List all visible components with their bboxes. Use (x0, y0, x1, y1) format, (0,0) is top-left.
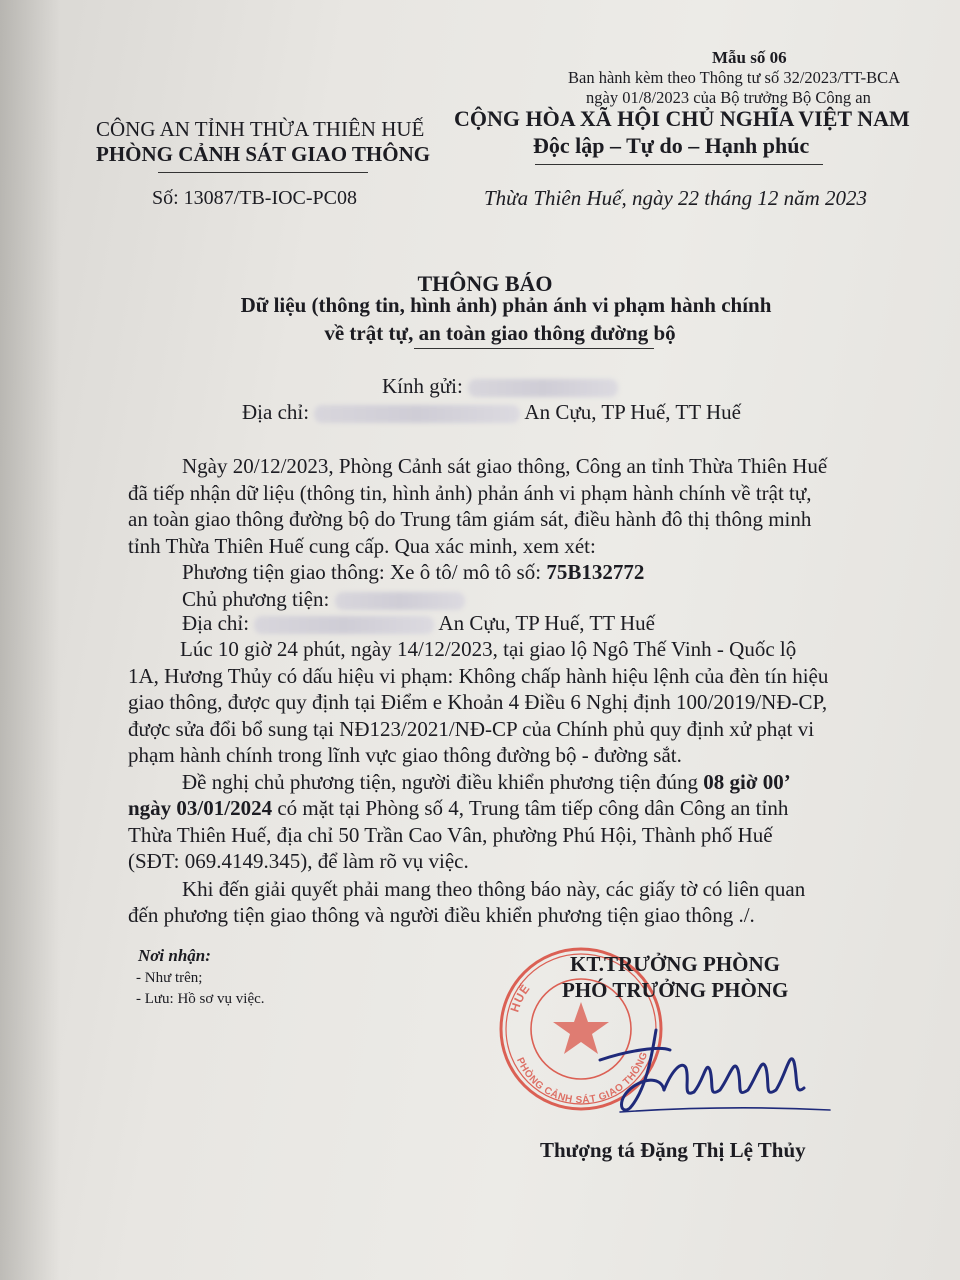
address-visible: An Cựu, TP Huế, TT Huế (524, 400, 741, 424)
form-issued-line-1: Ban hành kèm theo Thông tư số 32/2023/TT-BCA (568, 68, 901, 87)
paragraph-3-line-2 (128, 796, 788, 821)
recipient-address-row (242, 400, 741, 425)
appointment-time: 08 giờ 00’ (703, 770, 791, 794)
recipient-item-1: - Như trên; (136, 970, 203, 986)
vehicle-label: Phương tiện giao thông: Xe ô tô/ mô tô số: (182, 560, 542, 584)
owner-address-label: Địa chỉ: (182, 611, 250, 635)
owner-address-row (182, 611, 655, 636)
agency-name: PHÒNG CẢNH SÁT GIAO THÔNG (96, 142, 431, 166)
document-title: THÔNG BÁO (417, 271, 553, 296)
vehicle-row (182, 560, 644, 585)
address-label: Địa chỉ: (242, 400, 310, 424)
document-subtitle-2: về trật tự, an toàn giao thông đường bộ (324, 321, 676, 345)
document-number: Số: 13087/TB-IOC-PC08 (152, 187, 358, 209)
agency-parent: CÔNG AN TỈNH THỪA THIÊN HUẾ (96, 117, 425, 141)
form-number: Mẫu số 06 (712, 48, 787, 67)
owner-address-visible: An Cựu, TP Huế, TT Huế (438, 611, 655, 635)
paragraph-1-line-1: Ngày 20/12/2023, Phòng Cảnh sát giao thông, Công an tỉnh Thừa Thiên Huế (182, 454, 828, 478)
redacted-address (314, 405, 520, 423)
national-motto: Độc lập – Tự do – Hạnh phúc (533, 133, 810, 158)
stamp-bottom-text: PHÒNG CẢNH SÁT GIAO THÔNG (514, 1050, 651, 1107)
paragraph-4-line-1: Khi đến giải quyết phải mang theo thông báo này, các giấy tờ có liên quan (182, 877, 806, 901)
paragraph-1-line-4: tỉnh Thừa Thiên Huế cung cấp. Qua xác minh, xem xét: (128, 534, 596, 558)
owner-row (182, 587, 465, 612)
svg-text:HUẾ (507, 981, 533, 1014)
page-shadow (0, 0, 60, 1280)
paragraph-3-text-b: có mặt tại Phòng số 4, Trung tâm tiếp công dân Công an tỉnh (277, 796, 789, 820)
handwritten-signature (590, 1020, 840, 1120)
recipient-row (382, 374, 618, 399)
redacted-owner-address (254, 616, 434, 634)
appointment-date: ngày 03/01/2024 (128, 796, 273, 820)
paragraph-4-line-2: đến phương tiện giao thông và người điều khiển phương tiện giao thông ./. (128, 903, 755, 927)
title-underline (414, 348, 654, 349)
stamp-top-text: HUẾ (507, 981, 534, 1014)
form-issued-line-2: ngày 01/8/2023 của Bộ trưởng Bộ Công an (586, 88, 871, 107)
signature-title-2: PHÓ TRƯỞNG PHÒNG (562, 978, 789, 1002)
recipient-item-2: - Lưu: Hồ sơ vụ việc. (136, 991, 265, 1007)
paragraph-2-line-4: được sửa đổi bổ sung tại NĐ123/2021/NĐ-CP của Chính phủ quy định xử phạt vi (128, 717, 815, 741)
paragraph-3-line-3: Thừa Thiên Huế, địa chỉ 50 Trần Cao Vân, phường Phú Hội, Thành phố Huế (128, 823, 773, 847)
paragraph-2-line-2: 1A, Hương Thủy có dấu hiệu vi phạm: Không chấp hành hiệu lệnh của đèn tín hiệu (128, 664, 829, 688)
recipients-label: Nơi nhận: (138, 946, 211, 965)
agency-underline (158, 172, 368, 173)
paragraph-1-line-3: an toàn giao thông đường bộ do Trung tâm giám sát, điều hành đô thị thông minh (128, 507, 812, 531)
paragraph-1-line-2: đã tiếp nhận dữ liệu (thông tin, hình ảnh) phản ánh vi phạm hành chính về trật tự, (128, 481, 812, 505)
owner-label: Chủ phương tiện: (182, 587, 330, 611)
paragraph-3-text-a: Đề nghị chủ phương tiện, người điều khiển phương tiện đúng (182, 770, 698, 794)
license-plate: 75B132772 (546, 560, 645, 584)
signer-name: Thượng tá Đặng Thị Lệ Thủy (540, 1138, 806, 1162)
recipient-label: Kính gửi: (382, 374, 463, 398)
paragraph-2-line-3: giao thông, được quy định tại Điểm e Khoản 4 Điều 6 Nghị định 100/2019/NĐ-CP, (128, 690, 828, 714)
signature-title-1: KT.TRƯỞNG PHÒNG (570, 952, 780, 976)
paragraph-3-line-4: (SĐT: 069.4149.345), để làm rõ vụ việc. (128, 849, 469, 873)
redacted-owner-name (335, 592, 465, 610)
national-title: CỘNG HÒA XÃ HỘI CHỦ NGHĨA VIỆT NAM (454, 106, 910, 131)
paragraph-3-line-1 (182, 770, 791, 795)
motto-underline (535, 164, 823, 165)
redacted-recipient-name (468, 379, 618, 397)
document-subtitle-1: Dữ liệu (thông tin, hình ảnh) phản ánh vi phạm hành chính (240, 293, 772, 317)
place-date: Thừa Thiên Huế, ngày 22 tháng 12 năm 2023 (484, 186, 868, 210)
paragraph-2-line-1: Lúc 10 giờ 24 phút, ngày 14/12/2023, tại giao lộ Ngô Thế Vinh - Quốc lộ (180, 637, 797, 661)
paragraph-2-line-5: phạm hành chính trong lĩnh vực giao thông đường bộ - đường sắt. (128, 743, 682, 767)
